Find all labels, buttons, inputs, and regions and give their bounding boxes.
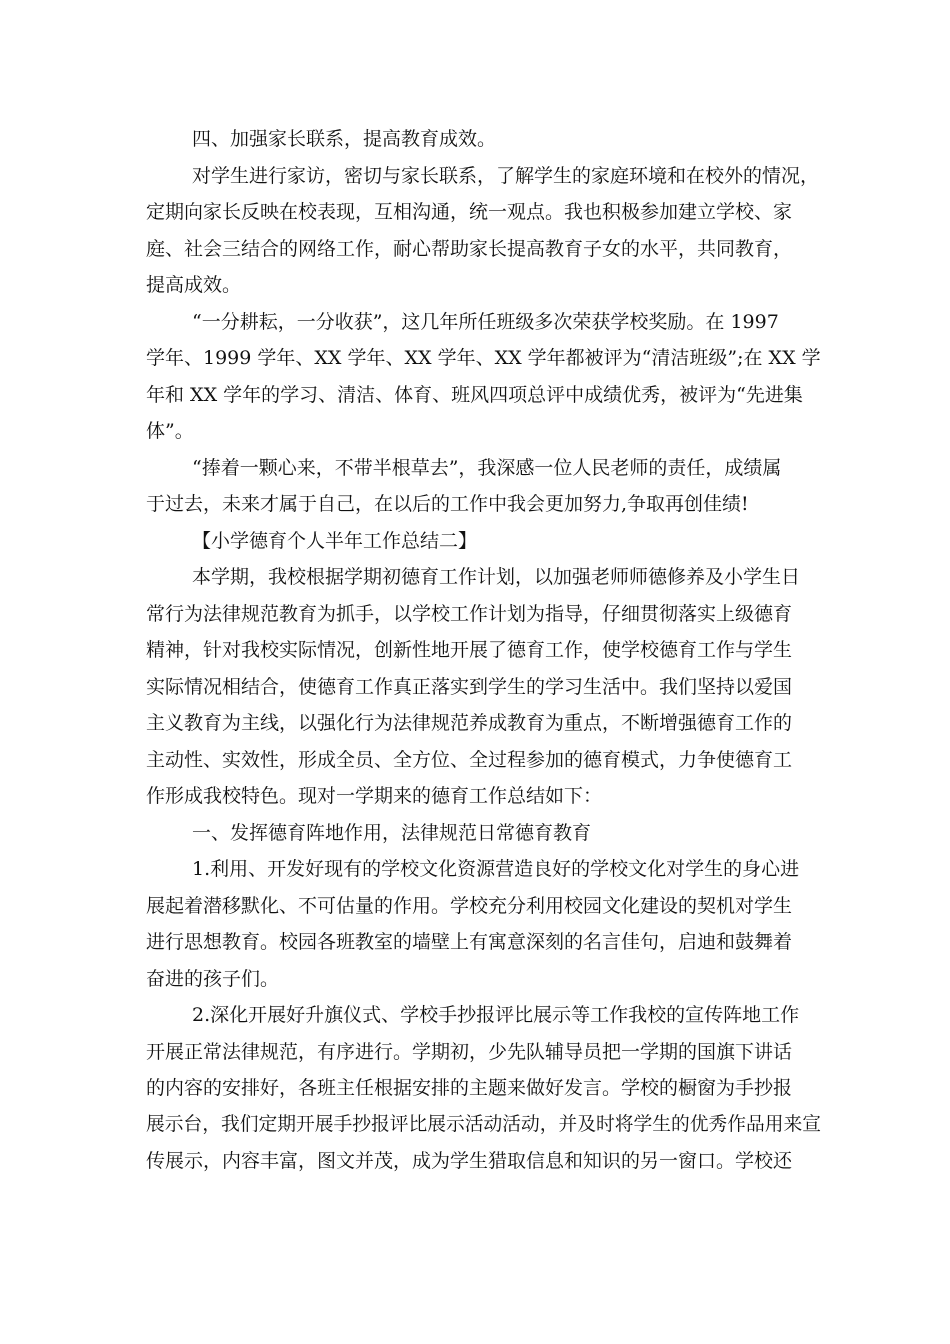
text-line: 庭、社会三结合的网络工作，耐心帮助家长提高教育子女的水平，共同教育， [146,237,793,260]
text-line: 精神，针对我校实际情况，创新性地开展了德育工作，使学校德育工作与学生 [146,639,793,661]
text-line: “一分耕耘，一分收获”，这几年所任班级多次荣获学校奖励。在 1997 [192,310,779,333]
text-line: 传展示，内容丰富，图文并茂，成为学生猎取信息和知识的另一窗口。学校还 [146,1150,793,1172]
text-line: 主义教育为主线，以强化行为法律规范养成教育为重点，不断增强德育工作的 [146,712,793,734]
text-line: 开展正常法律规范，有序进行。学期初，少先队辅导员把一学期的国旗下讲话 [146,1040,793,1063]
text-line: 【小学德育个人半年工作总结二】 [192,529,478,552]
text-line: 展示台，我们定期开展手抄报评比展示活动活动，并及时将学生的优秀作品用来宣 [146,1113,821,1135]
text-line: 四、加强家长联系，提高教育成效。 [192,128,497,150]
text-line: 提高成效。 [146,274,242,296]
document-body [146,121,822,1180]
text-line: 进行思想教育。校园各班教室的墙壁上有寓意深刻的名言佳句，启迪和鼓舞着 [146,931,793,953]
text-line: 一、发挥德育阵地作用，法律规范日常德育教育 [192,821,592,844]
text-line: 年和 XX 学年的学习、清洁、体育、班风四项总评中成绩优秀，被评为“先进集 [146,383,803,406]
text-line: 体”。 [146,420,194,442]
text-line: 1.利用、开发好现有的学校文化资源营造良好的学校文化对学生的身心进 [192,858,800,880]
text-line: 作形成我校特色。现对一学期来的德育工作总结如下： [146,785,603,807]
text-line: 定期向家长反映在校表现，互相沟通，统一观点。我也积极参加建立学校、家 [146,201,793,223]
text-line: 于过去，未来才属于自己，在以后的工作中我会更加努力,争取再创佳绩! [146,493,749,515]
text-line: 奋进的孩子们。 [146,967,280,990]
text-line: 学年、1999 学年、XX 学年、XX 学年、XX 学年都被评为“清洁班级”;在 XX 学 [146,347,821,369]
text-line: 对学生进行家访，密切与家长联系，了解学生的家庭环境和在校外的情况， [192,164,820,187]
text-line: 常行为法律规范教育为抓手，以学校工作计划为指导，仔细贯彻落实上级德育 [146,602,793,625]
text-line: 主动性、实效性，形成全员、全方位、全过程参加的德育模式，力争使德育工 [146,748,793,771]
text-line: 2.深化开展好升旗仪式、学校手抄报评比展示等工作我校的宣传阵地工作 [192,1004,800,1026]
text-line: 的内容的安排好，各班主任根据安排的主题来做好发言。学校的橱窗为手抄报 [146,1077,793,1099]
text-line: “捧着一颗心来，不带半根草去”，我深感一位人民老师的责任，成绩属 [192,456,782,479]
text-line: 实际情况相结合，使德育工作真正落实到学生的学习生活中。我们坚持以爱国 [146,675,793,698]
text-line: 展起着潜移默化、不可估量的作用。学校充分利用校园文化建设的契机对学生 [146,894,793,917]
text-line: 本学期，我校根据学期初德育工作计划，以加强老师师德修养及小学生日 [192,566,801,588]
